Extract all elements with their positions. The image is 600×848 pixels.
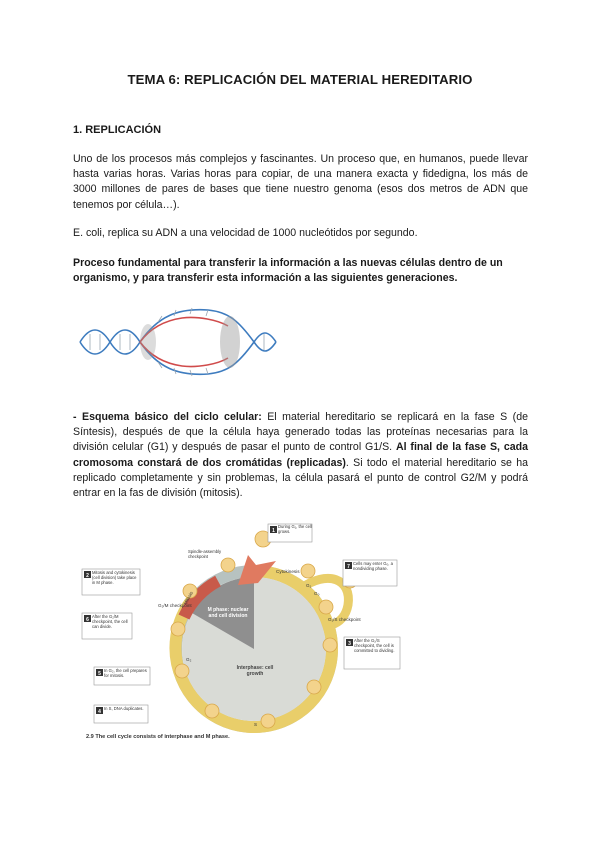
callout-step-4: In S, DNA duplicates. (104, 706, 144, 711)
label-g1: G₁ (306, 583, 312, 588)
label-cytokinesis: Cytokinesis (276, 569, 300, 574)
figure-caption: 2.9 The cell cycle consists of interphase and M phase. (86, 734, 230, 740)
callout-step-3: After the G₁/S checkpoint, the cell is committed to dividing. (354, 638, 395, 653)
callout-step-1: During G₁, the cell grows. (278, 524, 312, 534)
callout-num-6: 6 (86, 617, 89, 623)
callout-step-7: Cells may enter G₀, a nondividing phase. (353, 561, 393, 571)
callout-num-2: 2 (86, 573, 89, 579)
cell-cycle-bold: Al final de la fase S, cada cromosoma constará de dos cromátidas (replicadas) (73, 441, 528, 469)
label-m-phase: M phase: nuclear and cell division (207, 607, 249, 619)
callout-step-5: In G₂, the cell prepares for mitosis. (104, 668, 147, 678)
dna-replication-illustration (78, 296, 278, 388)
label-g0: G₀ (314, 591, 320, 596)
cell-cycle-lead: - Esquema básico del ciclo celular: (73, 411, 262, 423)
label-g1s-checkpoint: G₁/S checkpoint (328, 617, 361, 622)
callout-num-1: 1 (272, 528, 275, 534)
label-mitosis: Mitosis (182, 590, 195, 606)
callout-num-3: 3 (348, 641, 351, 647)
paragraph-cell-cycle (73, 410, 528, 501)
page-title: TEMA 6: REPLICACIÓN DEL MATERIAL HEREDITARIO (127, 72, 473, 87)
paragraph-key-statement: Proceso fundamental para transferir la información a las nuevas células dentro de un organismo, y para transferir esta información a las siguientes generaciones. (73, 257, 503, 285)
callout-num-5: 5 (98, 671, 101, 677)
callout-step-2: Mitosis and cytokinesis (cell division) take place in M phase. (92, 570, 137, 585)
section-heading: 1. REPLICACIÓN (73, 124, 162, 136)
cell-cycle-diagram (78, 521, 432, 746)
callout-num-4: 4 (98, 709, 101, 715)
cell-cycle-text-1: El material hereditario se replicará en la fase S (de Síntesis), después de que la célula haya generado todas las proteínas necesarias para la división celular (G1) y después de pasar el punto de control G1/S. (73, 411, 528, 454)
paragraph-ecoli: E. coli, replica su ADN a una velocidad de 1000 nucleótidos por segundo. (73, 227, 418, 239)
label-s: S (254, 722, 258, 727)
callout-num-7: 7 (347, 564, 350, 570)
label-g2m-checkpoint: G₂/M checkpoint (158, 603, 192, 608)
label-spindle-checkpoint: Spindle-assembly checkpoint (188, 549, 222, 559)
label-interphase: Interphase: cell growth (236, 665, 274, 677)
cell-cycle-text-2: . Si todo el material hereditario se ha replicado completamente y sin problemas, la célula pasará el punto de control G2/M y podrá entrar en la fas de división (mitosis). (73, 456, 528, 500)
callout-step-6: After the G₂/M checkpoint, the cell can divide. (92, 614, 128, 629)
label-g2: G₂ (186, 657, 192, 662)
paragraph-intro: Uno de los procesos más complejos y fascinantes. Un proceso que, en humanos, puede llevar hasta varias horas. Varias horas para copiar, de una manera exacta y fidedigna, los más de 3000 millones de pares de bases que tiene nuestro genoma (esos dos metros de ADN que tenemos por célula…). (73, 153, 528, 211)
